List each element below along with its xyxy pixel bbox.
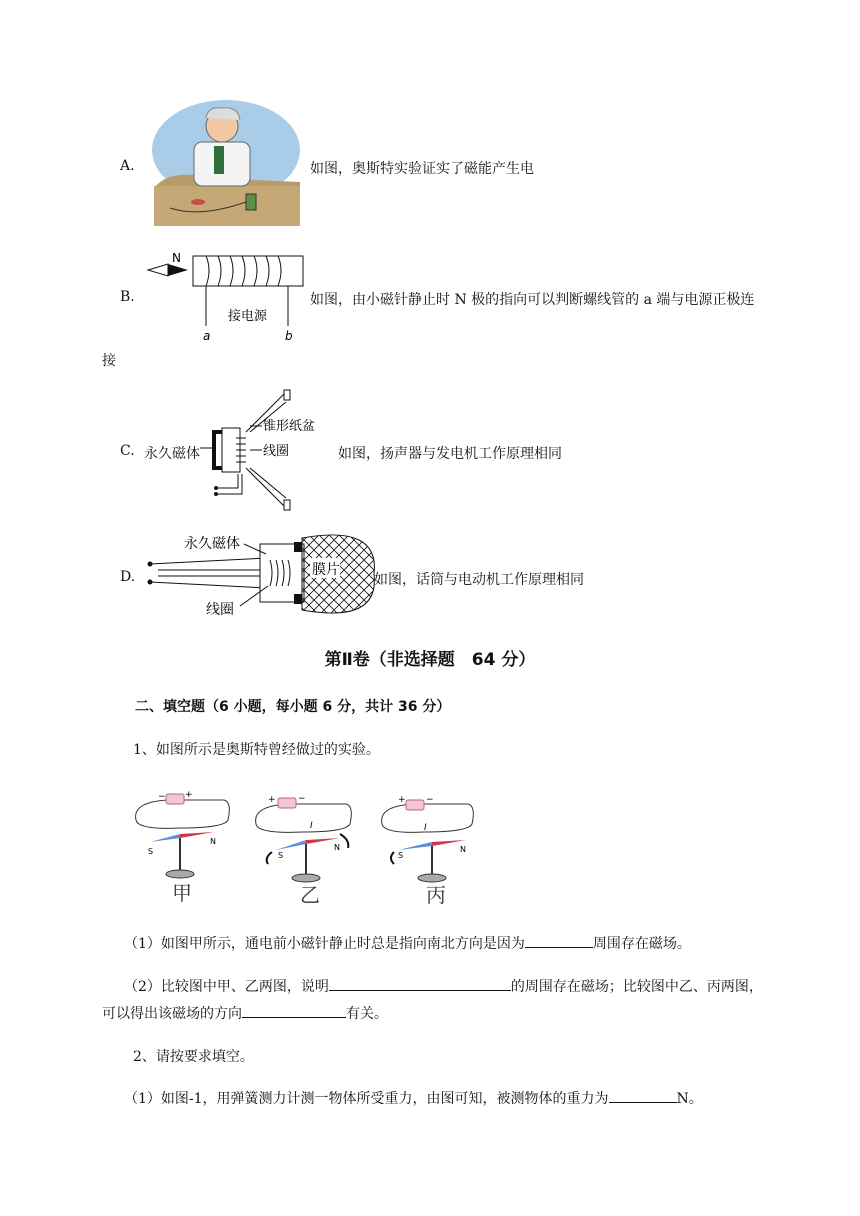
- q2-stem: 2、请按要求填空。: [133, 1049, 254, 1065]
- option-d-letter: D.: [120, 569, 136, 585]
- q1-part2-line2: [102, 1003, 388, 1023]
- q2-part1-after: N。: [676, 1091, 703, 1107]
- power-label: 接电源: [228, 309, 268, 324]
- option-c-letter: C.: [120, 443, 135, 459]
- bing-s: S: [398, 851, 404, 860]
- option-c-text: 如图，扬声器与发电机工作原理相同: [338, 446, 562, 462]
- q1-stem: 1、如图所示是奥斯特曾经做过的实验。: [133, 742, 380, 758]
- jia-minus: −: [158, 792, 166, 802]
- option-a-letter: A.: [120, 158, 135, 174]
- jia-s: S: [148, 847, 154, 856]
- q1-part1-before: （1）如图甲所示，通电前小磁针静止时总是指向南北方向是因为: [124, 936, 525, 952]
- microphone-figure: [144, 530, 380, 622]
- oersted-scientist-illustration: [150, 98, 302, 226]
- oersted-experiment-figures: [128, 788, 478, 914]
- section-heading: 二、填空题（6 小题，每小题 6 分，共计 36 分）: [135, 699, 451, 715]
- loudspeaker-figure: [200, 388, 335, 514]
- q1-part2-line2-after: 有关。: [346, 1006, 388, 1022]
- option-b-letter: B.: [120, 289, 135, 305]
- bing-minus: −: [426, 795, 434, 805]
- bing-caption: 丙: [426, 883, 446, 907]
- q1-part2-line2-before: 可以得出该磁场的方向: [102, 1006, 242, 1022]
- bing-n: N: [460, 845, 466, 854]
- q1-part2-mid: 的周围存在磁场；比较图中乙、丙两图，: [510, 979, 763, 995]
- yi-minus: −: [298, 794, 306, 804]
- figure-bing: [382, 795, 474, 907]
- option-c-magnet-label: 永久磁体: [144, 446, 200, 462]
- q1-blank-1[interactable]: [525, 933, 593, 948]
- cone-label: 锥形纸盆: [263, 419, 316, 434]
- option-b-text: 如图，由小磁针静止时 N 极的指向可以判断螺线管的 a 端与电源正极连: [310, 292, 755, 308]
- figure-jia: [136, 790, 230, 905]
- jia-n: N: [210, 837, 216, 846]
- yi-caption: 乙: [300, 883, 320, 907]
- diaphragm-label: 膜片: [312, 562, 340, 578]
- q1-part1-after: 周围存在磁场。: [592, 936, 691, 952]
- yi-plus: +: [268, 795, 276, 805]
- option-a-text: 如图，奥斯特实验证实了磁能产生电: [310, 161, 534, 177]
- solenoid-figure: [146, 250, 306, 345]
- q2-part1: [124, 1088, 703, 1108]
- q1-part1: [124, 933, 691, 953]
- terminal-b-label: b: [285, 329, 293, 343]
- coil-label-c: 线圈: [263, 444, 290, 459]
- section-title: 第Ⅱ卷（非选择题 64 分）: [324, 650, 536, 670]
- q2-blank-1[interactable]: [609, 1088, 677, 1103]
- q2-part1-before: （1）如图-1，用弹簧测力计测一物体所受重力，由图可知，被测物体的重力为: [124, 1091, 609, 1107]
- yi-s: S: [278, 851, 284, 860]
- bing-plus: +: [398, 795, 406, 805]
- solenoid-n-label: N: [172, 251, 181, 265]
- q1-blank-3[interactable]: [242, 1003, 346, 1018]
- magnet-label-d: 永久磁体: [184, 536, 240, 552]
- q1-part2-before: （2）比较图中甲、乙两图，说明: [124, 979, 329, 995]
- bing-current: I: [424, 823, 427, 833]
- option-d-text: 如图，话筒与电动机工作原理相同: [374, 572, 584, 588]
- option-b-text-cont: 接: [102, 353, 116, 369]
- q1-blank-2[interactable]: [329, 976, 511, 991]
- coil-label-d: 线圈: [206, 602, 234, 618]
- terminal-a-label: a: [203, 329, 211, 343]
- yi-current: I: [310, 821, 313, 831]
- jia-caption: 甲: [172, 881, 192, 905]
- figure-yi: [256, 794, 352, 907]
- yi-n: N: [334, 843, 340, 852]
- jia-plus: +: [185, 790, 193, 800]
- q1-part2: [124, 976, 763, 996]
